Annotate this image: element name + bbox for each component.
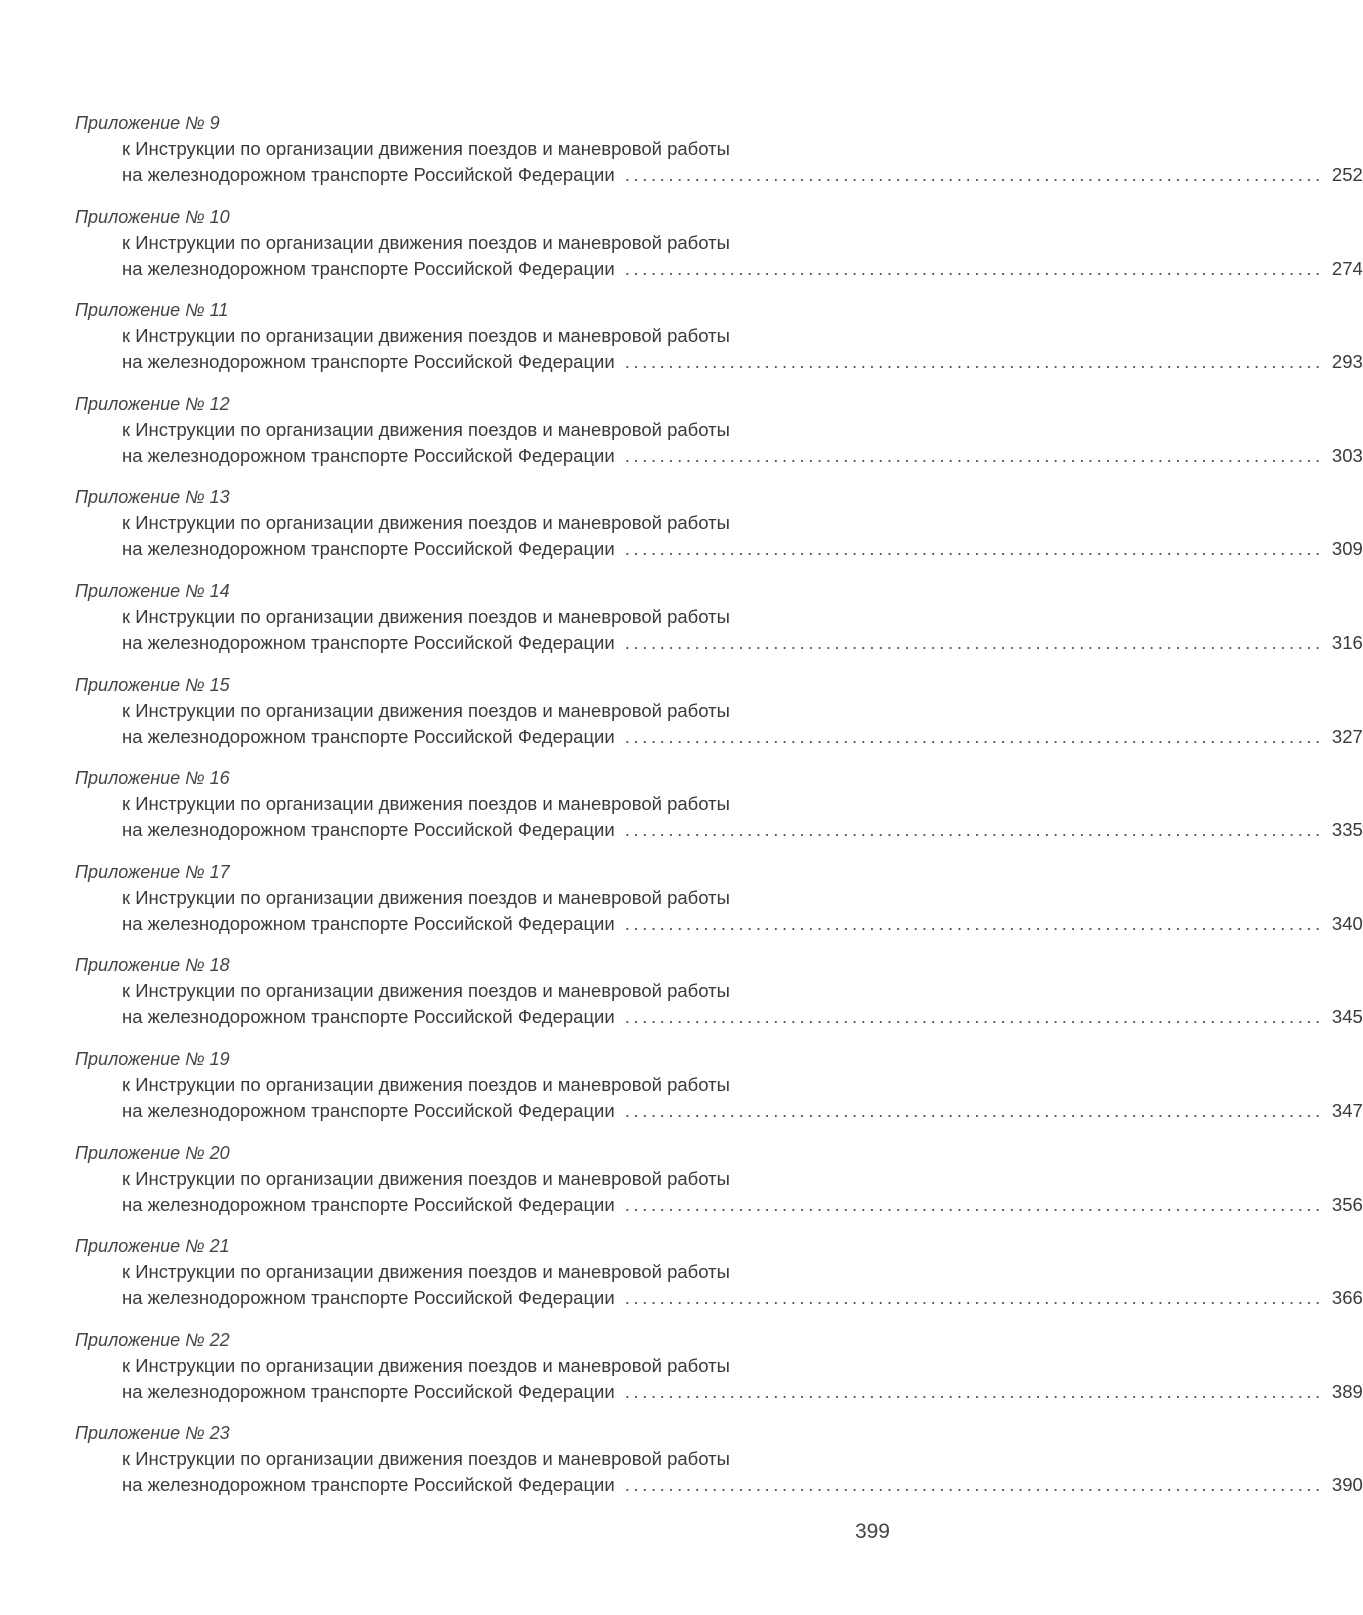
toc-entry-line: к Инструкции по организации движения поездов и маневровой работы <box>122 1448 730 1470</box>
toc-entry-last-line <box>75 1192 1363 1218</box>
toc-entry-line: к Инструкции по организации движения поездов и маневровой работы <box>122 512 730 534</box>
toc-entry-title: Приложение № 20 <box>75 1142 230 1163</box>
toc-entry-last-line <box>75 630 1363 656</box>
toc-entry-title: Приложение № 18 <box>75 955 230 976</box>
dot-leader: ................................................................................ <box>624 351 1324 373</box>
toc-entry-last-line <box>75 1004 1363 1030</box>
toc-entry-line: на железнодорожном транспорте Российской Федерации <box>122 912 615 934</box>
toc-entry-last-line <box>75 1379 1363 1405</box>
toc-entry <box>75 1046 1363 1140</box>
toc-entry <box>75 391 1363 485</box>
toc-entry-last-line <box>75 349 1363 375</box>
toc-entry <box>75 578 1363 672</box>
toc-page-number: 390 <box>1331 1474 1363 1496</box>
toc-page-number: 303 <box>1331 444 1363 466</box>
toc-entry-last-line <box>75 724 1363 750</box>
toc-page-number: 327 <box>1331 725 1363 747</box>
toc-entry-last-line <box>75 536 1363 562</box>
table-of-contents <box>75 110 1363 1514</box>
toc-entry-line: к Инструкции по организации движения поездов и маневровой работы <box>122 418 730 440</box>
toc-entry-title: Приложение № 9 <box>75 113 220 133</box>
toc-entry-line: на железнодорожном транспорте Российской Федерации <box>122 1474 615 1496</box>
toc-entry-line: к Инструкции по организации движения поездов и маневровой работы <box>122 605 730 627</box>
toc-entry-line: к Инструкции по организации движения поездов и маневровой работы <box>122 1167 730 1189</box>
toc-page-number: 389 <box>1331 1380 1363 1402</box>
toc-page-number: 274 <box>1331 257 1363 279</box>
toc-entry <box>75 859 1363 953</box>
toc-page-number: 335 <box>1331 819 1363 841</box>
toc-entry-line: на железнодорожном транспорте Российской Федерации <box>122 538 615 560</box>
toc-entry-line: на железнодорожном транспорте Российской Федерации <box>122 725 615 747</box>
dot-leader: ................................................................................ <box>624 1193 1324 1215</box>
toc-entry-last-line <box>75 1285 1363 1311</box>
toc-entry-line: на железнодорожном транспорте Российской Федерации <box>122 257 615 279</box>
toc-entry-title: Приложение № 13 <box>75 487 230 508</box>
toc-entry-last-line <box>75 162 1363 188</box>
toc-entry-last-line <box>75 1098 1363 1124</box>
toc-entry <box>75 484 1363 578</box>
dot-leader: ................................................................................ <box>624 1474 1324 1496</box>
toc-entry-line: к Инструкции по организации движения поездов и маневровой работы <box>122 980 730 1002</box>
toc-entry-line: к Инструкции по организации движения поездов и маневровой работы <box>122 138 730 159</box>
toc-entry-last-line <box>75 817 1363 843</box>
dot-leader: ................................................................................ <box>624 164 1324 185</box>
toc-entry-title: Приложение № 11 <box>75 300 229 321</box>
dot-leader: ................................................................................ <box>624 538 1324 560</box>
dot-leader: ................................................................................ <box>624 1287 1324 1309</box>
toc-entry-line: на железнодорожном транспорте Российской Федерации <box>122 164 615 185</box>
page-number: 399 <box>854 1520 890 1543</box>
toc-entry-line: на железнодорожном транспорте Российской Федерации <box>122 1380 615 1402</box>
toc-entry-line: к Инструкции по организации движения поездов и маневровой работы <box>122 325 730 347</box>
toc-entry <box>75 1140 1363 1234</box>
toc-entry-line: на железнодорожном транспорте Российской Федерации <box>122 444 615 466</box>
toc-entry-line: к Инструкции по организации движения поездов и маневровой работы <box>122 699 730 721</box>
dot-leader: ................................................................................ <box>624 444 1324 466</box>
toc-page-number: 340 <box>1331 912 1363 934</box>
toc-entry-line: к Инструкции по организации движения поездов и маневровой работы <box>122 793 730 815</box>
toc-entry-line: на железнодорожном транспорте Российской Федерации <box>122 1287 615 1309</box>
toc-page-number: 252 <box>1331 164 1363 185</box>
toc-entry-title: Приложение № 21 <box>75 1236 230 1257</box>
toc-entry <box>75 765 1363 859</box>
toc-entry-line: на железнодорожном транспорте Российской Федерации <box>122 351 615 373</box>
toc-page-number: 293 <box>1331 351 1363 373</box>
toc-entry-line: на железнодорожном транспорте Российской Федерации <box>122 1193 615 1215</box>
dot-leader: ................................................................................ <box>624 725 1324 747</box>
toc-entry-line: к Инструкции по организации движения поездов и маневровой работы <box>122 1073 730 1095</box>
toc-entry <box>75 952 1363 1046</box>
dot-leader: ................................................................................ <box>624 819 1324 841</box>
toc-entry <box>75 1420 1363 1514</box>
toc-page-number: 356 <box>1331 1193 1363 1215</box>
toc-entry-title: Приложение № 10 <box>75 206 230 227</box>
toc-entry-line: на железнодорожном транспорте Российской Федерации <box>122 819 615 841</box>
toc-entry-title: Приложение № 22 <box>75 1329 230 1350</box>
toc-page-number: 316 <box>1331 631 1363 653</box>
toc-entry-last-line <box>75 1472 1363 1498</box>
toc-entry <box>75 297 1363 391</box>
toc-entry-line: на железнодорожном транспорте Российской Федерации <box>122 1006 615 1028</box>
dot-leader: ................................................................................ <box>624 912 1324 934</box>
toc-page-number: 347 <box>1331 1099 1363 1121</box>
toc-entry-last-line <box>75 911 1363 937</box>
dot-leader: ................................................................................ <box>624 631 1324 653</box>
toc-page-number: 345 <box>1331 1006 1363 1028</box>
toc-entry-title: Приложение № 17 <box>75 861 230 882</box>
toc-entry-line: к Инструкции по организации движения поездов и маневровой работы <box>122 1354 730 1376</box>
toc-entry-title: Приложение № 12 <box>75 393 230 414</box>
toc-entry-line: к Инструкции по организации движения поездов и маневровой работы <box>122 231 730 253</box>
dot-leader: ................................................................................ <box>624 257 1324 279</box>
toc-entry-line: к Инструкции по организации движения поездов и маневровой работы <box>122 1261 730 1283</box>
toc-entry-last-line <box>75 443 1363 469</box>
toc-entry-last-line <box>75 256 1363 282</box>
dot-leader: ................................................................................ <box>624 1006 1324 1028</box>
toc-entry-title: Приложение № 23 <box>75 1423 230 1444</box>
toc-entry <box>75 204 1363 298</box>
toc-entry-title: Приложение № 19 <box>75 1048 230 1069</box>
toc-page-number: 309 <box>1331 538 1363 560</box>
toc-entry <box>75 1233 1363 1327</box>
dot-leader: ................................................................................ <box>624 1380 1324 1402</box>
dot-leader: ................................................................................ <box>624 1099 1324 1121</box>
toc-entry-line: на железнодорожном транспорте Российской Федерации <box>122 631 615 653</box>
toc-entry-line: к Инструкции по организации движения поездов и маневровой работы <box>122 886 730 908</box>
toc-entry <box>75 110 1363 204</box>
toc-entry-title: Приложение № 16 <box>75 768 230 789</box>
toc-entry <box>75 1327 1363 1421</box>
toc-entry <box>75 672 1363 766</box>
toc-entry-title: Приложение № 15 <box>75 674 230 695</box>
toc-entry-line: на железнодорожном транспорте Российской Федерации <box>122 1099 615 1121</box>
toc-page-number: 366 <box>1331 1287 1363 1309</box>
toc-entry-title: Приложение № 14 <box>75 580 230 601</box>
